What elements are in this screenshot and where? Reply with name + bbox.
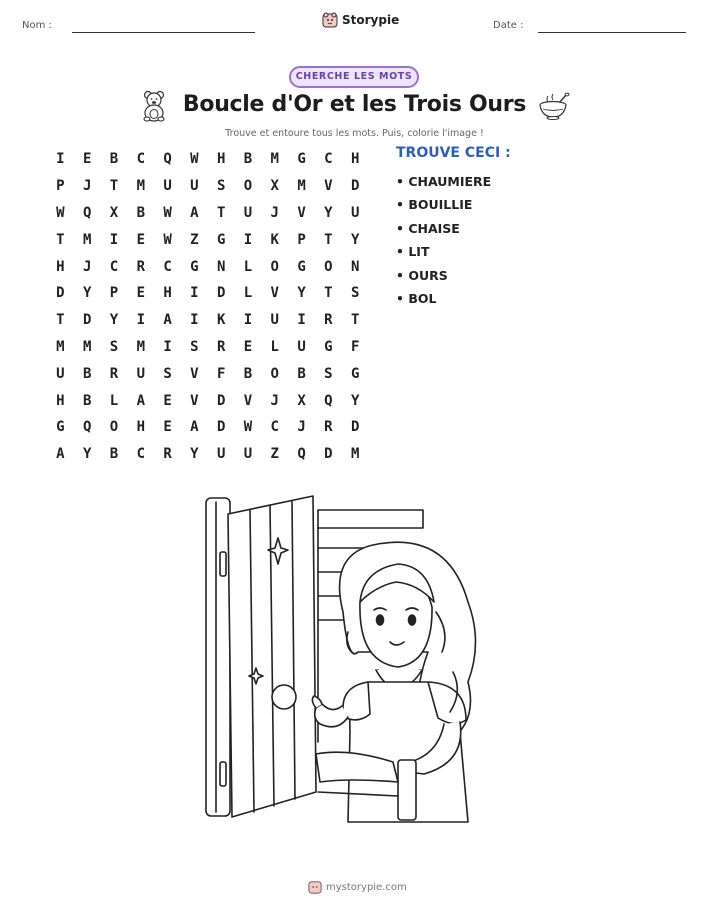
word-list-title: TROUVE CECI :	[396, 145, 511, 161]
grid-letter[interactable]: W	[243, 419, 253, 436]
grid-letter[interactable]: Q	[82, 419, 92, 436]
name-line[interactable]	[72, 32, 255, 33]
grid-letter[interactable]: Y	[82, 446, 92, 463]
grid-letter[interactable]: I	[163, 338, 172, 355]
grid-letter[interactable]: D	[82, 312, 92, 329]
grid-letter[interactable]: N	[216, 258, 226, 275]
brand-name: Storypie	[342, 13, 400, 27]
word-item: • CHAISE	[396, 220, 460, 236]
grid-letter[interactable]: U	[190, 178, 199, 195]
grid-letter[interactable]: V	[270, 285, 279, 302]
grid-letter[interactable]: A	[136, 392, 145, 409]
page-title: Boucle d'Or et les Trois Ours	[182, 92, 527, 117]
grid-letter[interactable]: H	[216, 151, 226, 168]
grid-letter[interactable]: J	[297, 419, 306, 436]
grid-letter[interactable]: D	[216, 419, 226, 436]
grid-letter[interactable]: X	[270, 178, 279, 195]
storypie-logo-icon	[322, 12, 338, 28]
grid-letter[interactable]: G	[297, 258, 306, 275]
girl-at-door-illustration[interactable]	[198, 492, 498, 827]
grid-letter[interactable]: R	[109, 365, 119, 382]
grid-row	[47, 146, 369, 173]
grid-row	[47, 360, 369, 387]
grid-letter[interactable]: M	[82, 231, 92, 248]
grid-letter[interactable]: V	[243, 392, 253, 409]
grid-letter[interactable]: P	[109, 285, 119, 302]
grid-letter[interactable]: J	[270, 204, 279, 221]
grid-letter[interactable]: G	[324, 338, 333, 355]
grid-letter[interactable]: Z	[270, 446, 279, 463]
grid-letter[interactable]: O	[324, 258, 333, 275]
grid-letter[interactable]: X	[297, 392, 306, 409]
grid-letter[interactable]: V	[190, 392, 199, 409]
grid-letter[interactable]: W	[163, 231, 172, 248]
grid-letter[interactable]: Z	[190, 231, 199, 248]
grid-letter[interactable]: E	[136, 231, 145, 248]
grid-letter[interactable]: F	[216, 365, 226, 382]
grid-letter[interactable]: R	[324, 419, 333, 436]
grid-letter[interactable]: R	[324, 312, 333, 329]
grid-letter[interactable]: G	[190, 258, 199, 275]
grid-row	[47, 387, 369, 414]
footer-url[interactable]: mystorypie.com	[326, 881, 407, 893]
grid-letter[interactable]: G	[350, 365, 360, 382]
grid-letter[interactable]: I	[297, 312, 306, 329]
grid-letter[interactable]: E	[243, 338, 253, 355]
porridge-bowl-icon	[538, 92, 570, 120]
grid-letter[interactable]: W	[190, 151, 199, 168]
grid-letter[interactable]: I	[190, 312, 199, 329]
grid-letter[interactable]: Y	[350, 392, 360, 409]
grid-letter[interactable]: B	[109, 446, 119, 463]
grid-letter[interactable]: M	[136, 178, 145, 195]
grid-letter[interactable]: B	[243, 365, 253, 382]
grid-letter[interactable]: H	[163, 285, 172, 302]
word-item: • BOUILLIE	[396, 197, 473, 213]
grid-letter[interactable]: B	[297, 365, 306, 382]
grid-letter[interactable]: C	[324, 151, 333, 168]
word-search-grid[interactable]	[47, 146, 369, 468]
grid-letter[interactable]: S	[216, 178, 226, 195]
grid-row	[47, 307, 369, 334]
grid-letter[interactable]: P	[297, 231, 306, 248]
grid-letter[interactable]: U	[297, 338, 306, 355]
grid-letter[interactable]: U	[216, 446, 226, 463]
grid-letter[interactable]: O	[243, 178, 253, 195]
grid-letter[interactable]: B	[243, 151, 253, 168]
grid-letter[interactable]: A	[190, 204, 199, 221]
grid-letter[interactable]: B	[82, 365, 92, 382]
grid-letter[interactable]: J	[82, 178, 92, 195]
grid-letter[interactable]: D	[216, 285, 226, 302]
activity-badge: CHERCHE LES MOTS	[289, 66, 419, 88]
grid-letter[interactable]: R	[163, 446, 172, 463]
grid-letter[interactable]: Q	[324, 392, 333, 409]
grid-letter[interactable]: R	[136, 258, 145, 275]
grid-letter[interactable]: Y	[190, 446, 199, 463]
grid-letter[interactable]: Y	[324, 204, 333, 221]
grid-letter[interactable]: B	[82, 392, 92, 409]
grid-row	[47, 226, 369, 253]
grid-letter[interactable]: T	[109, 178, 119, 195]
grid-letter[interactable]: U	[56, 365, 65, 382]
grid-letter[interactable]: A	[190, 419, 199, 436]
grid-letter[interactable]: O	[270, 365, 279, 382]
grid-letter[interactable]: H	[56, 258, 65, 275]
grid-letter[interactable]: R	[216, 338, 226, 355]
grid-letter[interactable]: I	[136, 312, 145, 329]
grid-letter[interactable]: E	[163, 419, 172, 436]
grid-letter[interactable]: W	[163, 204, 172, 221]
grid-letter[interactable]: B	[136, 204, 145, 221]
grid-letter[interactable]: D	[350, 178, 360, 195]
grid-letter[interactable]: I	[56, 151, 65, 168]
grid-letter[interactable]: V	[324, 178, 333, 195]
grid-letter[interactable]: H	[56, 392, 65, 409]
grid-letter[interactable]: V	[297, 204, 306, 221]
grid-letter[interactable]: L	[270, 338, 279, 355]
grid-letter[interactable]: D	[216, 392, 226, 409]
grid-letter[interactable]: S	[163, 365, 172, 382]
grid-letter[interactable]: N	[350, 258, 360, 275]
grid-letter[interactable]: T	[216, 204, 226, 221]
grid-letter[interactable]: Q	[82, 204, 92, 221]
grid-letter[interactable]: G	[297, 151, 306, 168]
grid-letter[interactable]: I	[243, 312, 253, 329]
grid-letter[interactable]: Q	[297, 446, 306, 463]
grid-letter[interactable]: H	[350, 151, 360, 168]
grid-letter[interactable]: L	[109, 392, 119, 409]
grid-letter[interactable]: G	[56, 419, 65, 436]
grid-letter[interactable]: Y	[350, 231, 360, 248]
grid-letter[interactable]: U	[243, 204, 253, 221]
grid-letter[interactable]: I	[109, 231, 119, 248]
grid-row	[47, 253, 369, 280]
grid-letter[interactable]: Y	[297, 285, 306, 302]
date-line[interactable]	[538, 32, 686, 33]
grid-row	[47, 414, 369, 441]
word-list	[396, 170, 491, 310]
grid-letter[interactable]: T	[56, 231, 65, 248]
grid-letter[interactable]: I	[243, 231, 253, 248]
word-item: • CHAUMIERE	[396, 174, 492, 189]
word-item: • LIT	[396, 244, 430, 260]
grid-letter[interactable]: Q	[163, 151, 172, 168]
grid-letter[interactable]: J	[82, 258, 92, 275]
grid-row	[47, 173, 369, 200]
grid-letter[interactable]: M	[56, 338, 65, 355]
grid-letter[interactable]: C	[109, 258, 119, 275]
grid-letter[interactable]: S	[324, 365, 333, 382]
grid-letter[interactable]: O	[109, 419, 119, 436]
grid-letter[interactable]: T	[350, 312, 360, 329]
grid-letter[interactable]: O	[270, 258, 279, 275]
grid-letter[interactable]: E	[163, 392, 172, 409]
grid-letter[interactable]: V	[190, 365, 199, 382]
grid-letter[interactable]: W	[56, 204, 65, 221]
grid-letter[interactable]: X	[109, 204, 119, 221]
grid-letter[interactable]: A	[56, 446, 65, 463]
footer	[308, 880, 407, 894]
grid-letter[interactable]: U	[136, 365, 145, 382]
grid-letter[interactable]: M	[136, 338, 145, 355]
grid-letter[interactable]: C	[136, 151, 145, 168]
instructions: Trouve et entoure tous les mots. Puis, colorie l'image !	[225, 128, 484, 139]
date-label: Date :	[493, 20, 524, 31]
word-item: • BOL	[396, 290, 437, 306]
word-item: • OURS	[396, 267, 448, 283]
grid-letter[interactable]: K	[216, 312, 226, 329]
grid-letter[interactable]: M	[350, 446, 360, 463]
grid-letter[interactable]: U	[350, 204, 360, 221]
grid-letter[interactable]: U	[163, 178, 172, 195]
grid-row	[47, 334, 369, 361]
grid-letter[interactable]: K	[270, 231, 279, 248]
grid-letter[interactable]: T	[324, 285, 333, 302]
grid-letter[interactable]: I	[190, 285, 199, 302]
grid-letter[interactable]: S	[109, 338, 119, 355]
grid-letter[interactable]: Y	[82, 285, 92, 302]
brand	[322, 12, 399, 28]
grid-letter[interactable]: C	[163, 258, 172, 275]
grid-letter[interactable]: C	[136, 446, 145, 463]
grid-letter[interactable]: D	[350, 419, 360, 436]
grid-letter[interactable]: G	[216, 231, 226, 248]
grid-letter[interactable]: U	[270, 312, 279, 329]
grid-letter[interactable]: D	[324, 446, 333, 463]
grid-row	[47, 200, 369, 227]
grid-letter[interactable]: A	[163, 312, 172, 329]
grid-letter[interactable]: S	[350, 285, 360, 302]
grid-letter[interactable]: B	[109, 151, 119, 168]
grid-letter[interactable]: T	[56, 312, 65, 329]
grid-letter[interactable]: C	[270, 419, 279, 436]
grid-letter[interactable]: H	[136, 419, 145, 436]
grid-letter[interactable]: F	[350, 338, 360, 355]
grid-letter[interactable]: L	[243, 285, 253, 302]
grid-letter[interactable]: Y	[109, 312, 119, 329]
grid-letter[interactable]: D	[56, 285, 65, 302]
grid-letter[interactable]: M	[82, 338, 92, 355]
name-label: Nom :	[22, 20, 52, 31]
grid-letter[interactable]: U	[243, 446, 253, 463]
grid-letter[interactable]: L	[243, 258, 253, 275]
grid-letter[interactable]: M	[270, 151, 279, 168]
storypie-logo-icon	[308, 880, 322, 894]
grid-letter[interactable]: T	[324, 231, 333, 248]
grid-letter[interactable]: J	[270, 392, 279, 409]
grid-letter[interactable]: E	[82, 151, 92, 168]
grid-row	[47, 441, 369, 468]
grid-letter[interactable]: E	[136, 285, 145, 302]
grid-letter[interactable]: S	[190, 338, 199, 355]
grid-row	[47, 280, 369, 307]
grid-letter[interactable]: P	[56, 178, 65, 195]
grid-letter[interactable]: M	[297, 178, 306, 195]
